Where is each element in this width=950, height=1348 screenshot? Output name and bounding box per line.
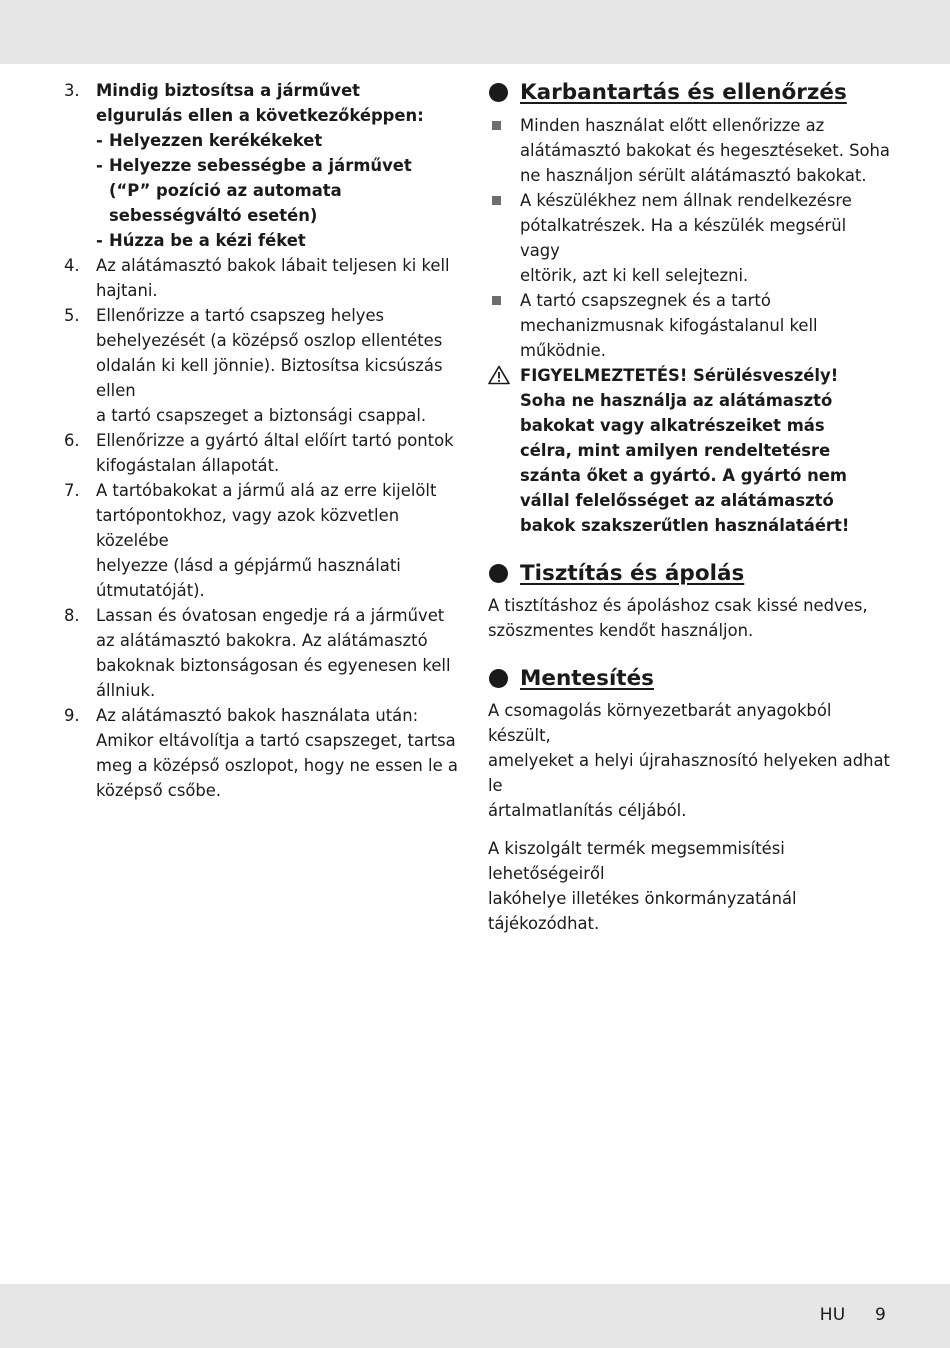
step-8 <box>64 603 466 703</box>
page-number: 9 <box>874 1305 886 1325</box>
substep <box>96 228 466 253</box>
paragraph-line: lakóhelye illetékes önkormányzatánál tájékozódhat. <box>488 889 797 933</box>
step-line: az alátámasztó bakokra. Az alátámasztó <box>96 631 428 650</box>
disposal-heading <box>488 664 890 694</box>
square-bullet-icon <box>492 196 501 205</box>
step-3-text-line: Mindig biztosítsa a járművet <box>96 81 361 100</box>
language-code: HU <box>819 1305 846 1325</box>
dash-marker: - <box>96 156 103 175</box>
right-column <box>488 78 890 936</box>
step-line: helyezze (lásd a gépjármű használati <box>96 556 401 575</box>
square-bullet-icon <box>492 296 501 305</box>
bullet-dot-icon <box>489 564 508 583</box>
step-line: A tartóbakokat a jármű alá az erre kijelölt <box>96 481 437 500</box>
list-item <box>488 188 890 288</box>
list-item-line: Minden használat előtt ellenőrizze az <box>520 116 825 135</box>
warning-triangle-icon <box>488 365 510 385</box>
step-number: 7. <box>64 481 80 500</box>
step-line: középső csőbe. <box>96 781 222 800</box>
warning-line: FIGYELMEZTETÉS! Sérülésveszély! <box>520 366 839 385</box>
left-column <box>64 78 466 803</box>
list-item-line: mechanizmusnak kifogástalanul kell működnie. <box>520 316 818 360</box>
step-line: a tartó csapszeget a biztonsági csappal. <box>96 406 427 425</box>
substep-line: (“P” pozíció az automata <box>109 181 342 200</box>
warning-line: vállal felelősséget az alátámasztó <box>520 491 834 510</box>
substep <box>96 128 466 153</box>
step-number: 3. <box>64 81 80 100</box>
substep-line: sebességváltó esetén) <box>109 206 318 225</box>
warning-line: célra, mint amilyen rendeltetésre <box>520 441 831 460</box>
maintenance-heading <box>488 78 890 108</box>
paragraph-line: A kiszolgált termék megsemmisítési lehetőségeiről <box>488 839 785 883</box>
step-6 <box>64 428 466 478</box>
paragraph-line: amelyeket a helyi újrahasznosító helyeken adhat le <box>488 751 890 795</box>
maintenance-heading-text: Karbantartás és ellenőrzés <box>520 80 847 105</box>
step-line: behelyezését (a középső oszlop ellentétes <box>96 331 443 350</box>
step-number: 6. <box>64 431 80 450</box>
step-line: útmutatóját). <box>96 581 205 600</box>
warning-line: szánta őket a gyártó. A gyártó nem <box>520 466 847 485</box>
step-line: tartópontokhoz, vagy azok közvetlen közelébe <box>96 506 400 550</box>
list-item-line: eltörik, azt ki kell selejtezni. <box>520 266 749 285</box>
step-line: oldalán ki kell jönnie). Biztosítsa kicsúszás ellen <box>96 356 443 400</box>
step-number: 8. <box>64 606 80 625</box>
list-item-line: A tartó csapszegnek és a tartó <box>520 291 771 310</box>
disposal-paragraph-2 <box>488 836 890 936</box>
list-item-line: A készülékhez nem állnak rendelkezésre <box>520 191 852 210</box>
step-line: állniuk. <box>96 681 156 700</box>
step-9 <box>64 703 466 803</box>
step-3 <box>64 78 466 253</box>
maintenance-list <box>488 113 890 363</box>
step-line: Az alátámasztó bakok használata után: <box>96 706 419 725</box>
step-line: Az alátámasztó bakok lábait teljesen ki kell <box>96 256 450 275</box>
step-line: bakoknak biztonságosan és egyenesen kell <box>96 656 451 675</box>
list-item-line: pótalkatrészek. Ha a készülék megsérül vagy <box>520 216 847 260</box>
warning-line: bakok szakszerűtlen használatáért! <box>520 516 850 535</box>
cleaning-heading <box>488 559 890 589</box>
list-item-line: alátámasztó bakokat és hegesztéseket. Soha <box>520 141 890 160</box>
bullet-dot-icon <box>489 83 508 102</box>
cleaning-heading-text: Tisztítás és ápolás <box>520 561 745 586</box>
paragraph-line: A tisztításhoz és ápoláshoz csak kissé nedves, <box>488 596 868 615</box>
step-line: Lassan és óvatosan engedje rá a járművet <box>96 606 445 625</box>
square-bullet-icon <box>492 121 501 130</box>
step-7 <box>64 478 466 603</box>
page-footer <box>820 1305 886 1325</box>
step-3-text-line: elgurulás ellen a következőképpen: <box>96 106 424 125</box>
dash-marker: - <box>96 131 103 150</box>
disposal-paragraph-1 <box>488 698 890 823</box>
step-number: 5. <box>64 306 80 325</box>
step-4 <box>64 253 466 303</box>
disposal-heading-text: Mentesítés <box>520 666 654 691</box>
paragraph-line: ártalmatlanítás céljából. <box>488 801 687 820</box>
step-line: Ellenőrizze a tartó csapszeg helyes <box>96 306 385 325</box>
step-line: Ellenőrizze a gyártó által előírt tartó pontok <box>96 431 454 450</box>
step-line: meg a középső oszlopot, hogy ne essen le a <box>96 756 458 775</box>
cleaning-paragraph <box>488 593 890 643</box>
header-band <box>0 0 950 64</box>
step-number: 4. <box>64 256 80 275</box>
step-line: Amikor eltávolítja a tartó csapszeget, tartsa <box>96 731 456 750</box>
list-item-line: ne használjon sérült alátámasztó bakokat. <box>520 166 867 185</box>
substep <box>96 153 466 228</box>
warning-block <box>488 363 890 538</box>
step-5 <box>64 303 466 428</box>
step-number: 9. <box>64 706 80 725</box>
step-line: hajtani. <box>96 281 158 300</box>
paragraph-line: szöszmentes kendőt használjon. <box>488 621 754 640</box>
bullet-dot-icon <box>489 669 508 688</box>
substep-line: Helyezzen kerékékeket <box>109 131 323 150</box>
dash-marker: - <box>96 231 103 250</box>
warning-line: bakokat vagy alkatrészeiket más <box>520 416 825 435</box>
paragraph-line: A csomagolás környezetbarát anyagokból készült, <box>488 701 832 745</box>
footer-band <box>0 1284 950 1348</box>
warning-line: Soha ne használja az alátámasztó <box>520 391 833 410</box>
list-item <box>488 113 890 188</box>
list-item <box>488 288 890 363</box>
step-line: kifogástalan állapotát. <box>96 456 280 475</box>
substep-line: Húzza be a kézi féket <box>109 231 306 250</box>
substep-line: Helyezze sebességbe a járművet <box>109 156 412 175</box>
